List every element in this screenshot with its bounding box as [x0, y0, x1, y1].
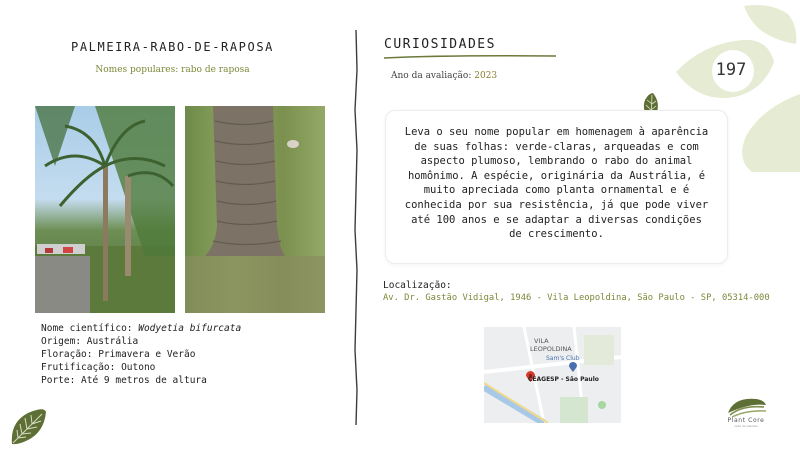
- map-district-1: VILA: [534, 337, 549, 345]
- palm-photo-full: [35, 106, 175, 313]
- curiosities-title: CURIOSIDADES: [384, 37, 496, 52]
- location-map[interactable]: [484, 327, 621, 423]
- card-number: 197: [715, 60, 747, 80]
- palm-trunk-photo: [185, 106, 325, 313]
- location-address: Av. Dr. Gastão Vidigal, 1946 - Vila Leopoldina, São Paulo - SP, 05314-000: [383, 293, 770, 303]
- evaluation-year-value: 2023: [474, 71, 498, 81]
- evaluation-year: [391, 71, 497, 81]
- plant-core-logo: [720, 393, 772, 433]
- column-divider: [350, 30, 362, 425]
- species-title: PALMEIRA-RABO-DE-RAPOSA: [71, 40, 274, 54]
- scientific-name-row: [41, 322, 241, 335]
- origin-row: Origem: Austrália: [41, 336, 139, 347]
- flowering-row: Floração: Primavera e Verão: [41, 349, 196, 360]
- scientific-name-label: Nome científico:: [41, 323, 139, 334]
- map-pin-icon: [569, 362, 577, 372]
- title-underline: [384, 54, 556, 60]
- size-row: Porte: Até 9 metros de altura: [41, 375, 207, 386]
- map-poi-1: Sam's Club: [546, 355, 580, 362]
- scientific-name-value: Wodyetia bifurcata: [138, 323, 242, 334]
- popular-names: Nomes populares: rabo de raposa: [95, 65, 250, 75]
- species-specs: [41, 322, 241, 387]
- curiosities-text: Leva o seu nome popular em homenagem à aparência de suas folhas: verde-claras, arqueadas e com aspecto plumoso, lembrando o rabo do animal homônimo. A espécie, originária da Austrália, é muito apreciada como planta ornamental e é conhecida por sua resistência, já que pode viver até 100 anos e se adaptar a diversas condições de crescimento.: [404, 126, 709, 241]
- map-poi-2: CEAGESP - São Paulo: [528, 376, 599, 383]
- evaluation-year-label: Ano da avaliação:: [391, 71, 475, 81]
- leaf-decoration-icon: [8, 408, 48, 446]
- corner-leaves-decoration: [672, 0, 800, 172]
- map-district-2: LEOPOLDINA: [530, 345, 572, 353]
- fruiting-row: Frutificação: Outono: [41, 362, 156, 373]
- logo-tagline: rede de plantas: [734, 424, 758, 428]
- location-label: Localização:: [383, 280, 452, 291]
- logo-name: Plant Core: [727, 417, 765, 424]
- plant-core-logo-icon: [720, 393, 772, 417]
